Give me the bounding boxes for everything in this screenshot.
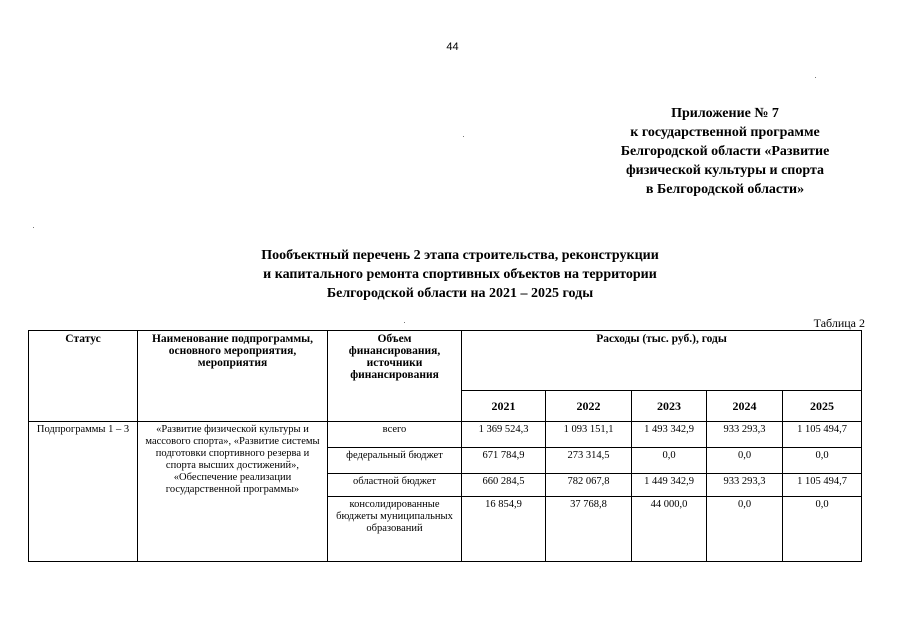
appendix-line: в Белгородской области» (645, 182, 805, 197)
source-cell: областной бюджет (328, 474, 462, 497)
table-row (29, 422, 862, 448)
appendix-line: Белгородской области «Развитие (620, 144, 830, 159)
title-line: Белгородской области на 2021 – 2025 годы (326, 286, 594, 301)
header-row (29, 331, 862, 391)
scan-speck (463, 136, 464, 137)
financing-table (28, 330, 862, 562)
appendix-line: к государственной программе (630, 125, 820, 140)
name-cell: «Развитие физической культуры и массового спорта», «Развитие системы подготовки спортивного резерва и спорта высших достижений», «Обеспечение реализации государственной программы» (138, 422, 328, 562)
value-cell: 1 449 342,9 (632, 474, 707, 497)
value-cell: 0,0 (783, 448, 862, 474)
source-cell: федеральный бюджет (328, 448, 462, 474)
document-title (160, 246, 760, 303)
year-cell: 2022 (546, 391, 632, 422)
value-cell: 0,0 (632, 448, 707, 474)
value-cell: 0,0 (707, 497, 783, 562)
source-cell: всего (328, 422, 462, 448)
scan-speck (404, 322, 405, 323)
year-cell: 2021 (462, 391, 546, 422)
header-expenses: Расходы (тыс. руб.), годы (462, 331, 862, 391)
value-cell: 671 784,9 (462, 448, 546, 474)
title-line: Пообъектный перечень 2 этапа строительства, реконструкции (261, 248, 659, 263)
year-cell: 2025 (783, 391, 862, 422)
value-cell: 16 854,9 (462, 497, 546, 562)
value-cell: 782 067,8 (546, 474, 632, 497)
table-label: Таблица 2 (813, 316, 865, 330)
page-number: 44 (446, 41, 459, 53)
header-volume: Объем финансирования, источники финансирования (328, 331, 462, 422)
value-cell: 1 369 524,3 (462, 422, 546, 448)
value-cell: 933 293,3 (707, 422, 783, 448)
header-status: Статус (29, 331, 138, 422)
scan-speck (815, 77, 816, 78)
source-cell: консолидированные бюджеты муниципальных образований (328, 497, 462, 562)
value-cell: 0,0 (707, 448, 783, 474)
value-cell: 1 493 342,9 (632, 422, 707, 448)
title-line: и капитального ремонта спортивных объектов на территории (263, 267, 657, 282)
value-cell: 1 105 494,7 (783, 474, 862, 497)
value-cell: 37 768,8 (546, 497, 632, 562)
appendix-heading (560, 104, 890, 199)
value-cell: 933 293,3 (707, 474, 783, 497)
value-cell: 1 093 151,1 (546, 422, 632, 448)
appendix-line: Приложение № 7 (671, 106, 779, 121)
status-cell: Подпрограммы 1 – 3 (29, 422, 138, 562)
value-cell: 0,0 (783, 497, 862, 562)
year-cell: 2023 (632, 391, 707, 422)
year-cell: 2024 (707, 391, 783, 422)
scan-speck (33, 227, 34, 228)
value-cell: 660 284,5 (462, 474, 546, 497)
value-cell: 273 314,5 (546, 448, 632, 474)
header-name: Наименование подпрограммы, основного мероприятия, мероприятия (138, 331, 328, 422)
value-cell: 1 105 494,7 (783, 422, 862, 448)
appendix-line: физической культуры и спорта (625, 163, 825, 178)
value-cell: 44 000,0 (632, 497, 707, 562)
